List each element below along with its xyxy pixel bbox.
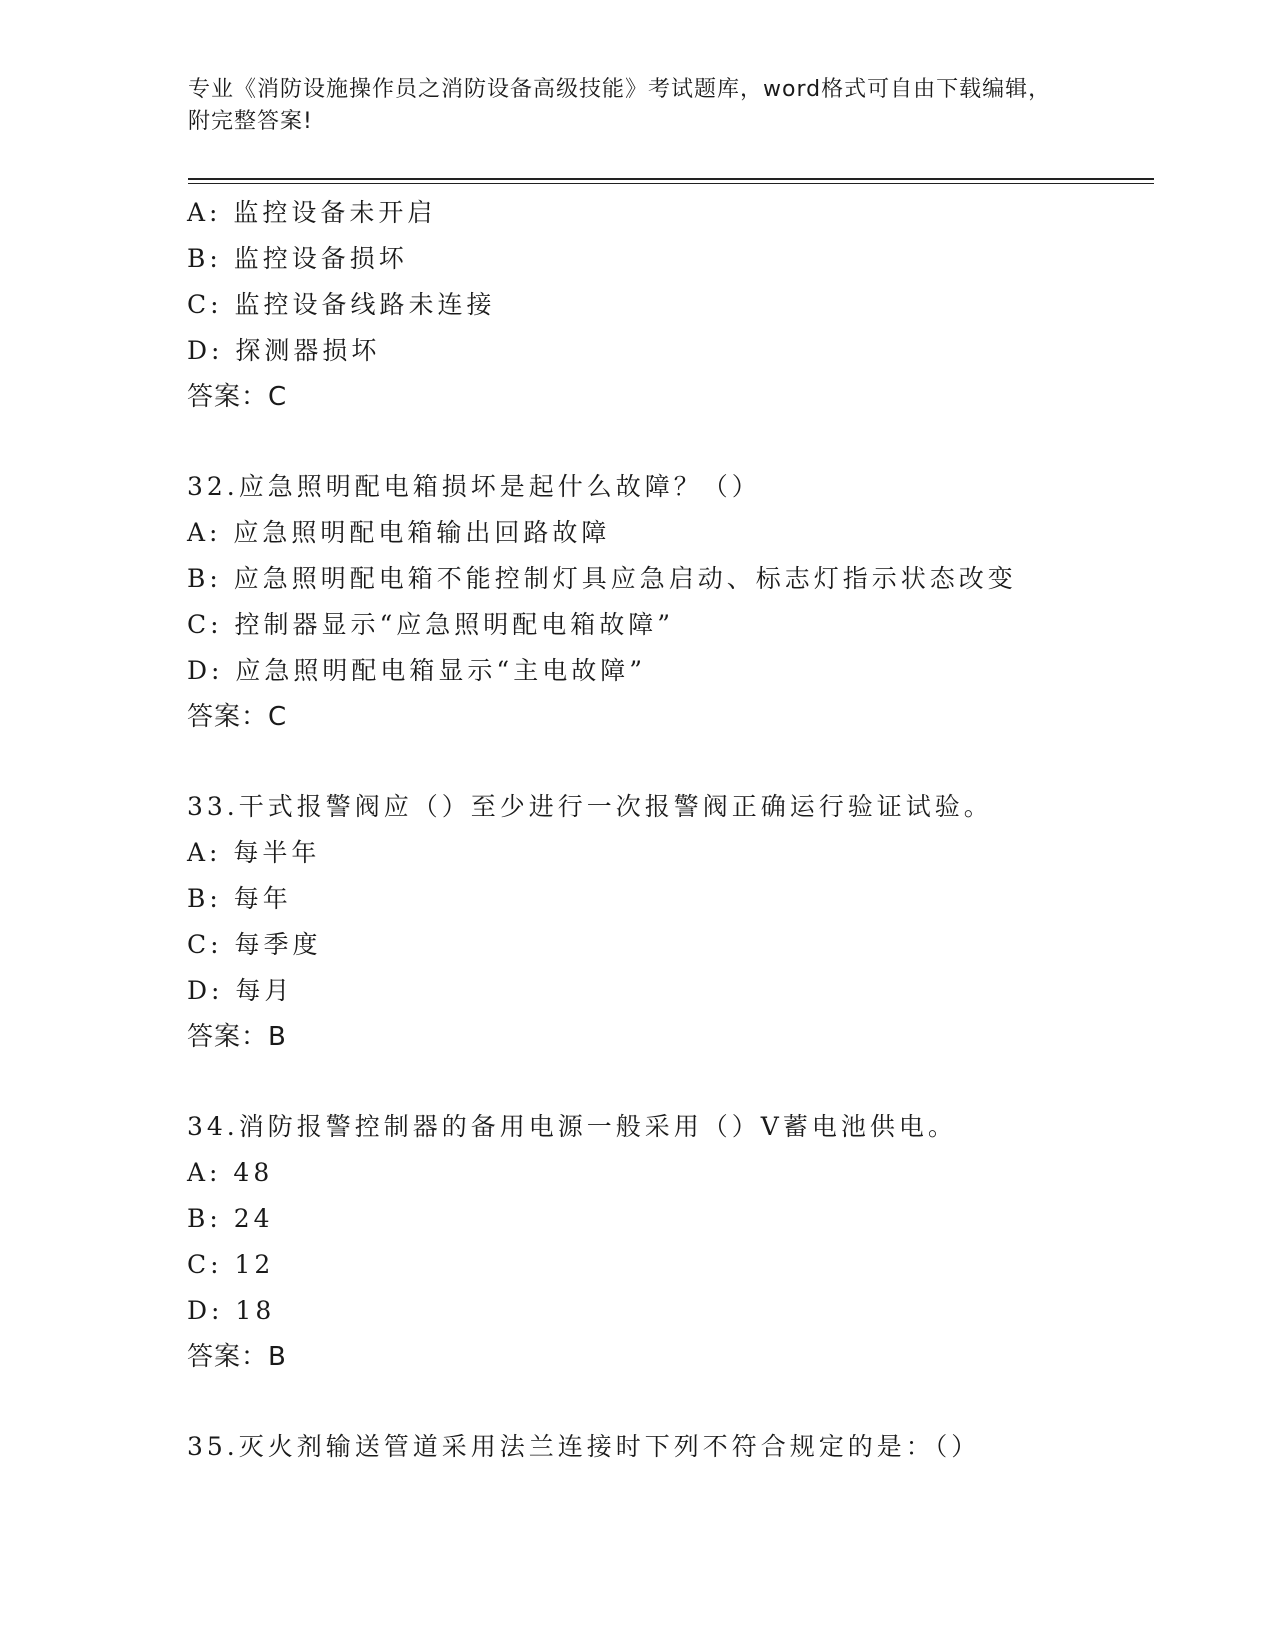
question-block	[187, 784, 1147, 1060]
question-list	[187, 190, 1147, 1470]
option-c: C: 每季度	[187, 930, 322, 959]
question-stem: 32.应急照明配电箱损坏是起什么故障？（）	[187, 472, 761, 501]
option-a: A: 48	[187, 1158, 274, 1187]
question-block	[187, 190, 1147, 420]
option-a: A: 监控设备未开启	[187, 198, 437, 227]
option-c: C: 12	[187, 1250, 275, 1279]
document-header: 专业《消防设施操作员之消防设备高级技能》考试题库，word格式可自由下载编辑，附完整答案!	[188, 77, 1052, 134]
question-stem: 34.消防报警控制器的备用电源一般采用（）V蓄电池供电。	[187, 1112, 957, 1141]
option-b: B: 每年	[187, 884, 292, 913]
option-d: D: 每月	[187, 976, 294, 1005]
option-d: D: 18	[187, 1296, 276, 1325]
question-stem: 33.干式报警阀应（）至少进行一次报警阀正确运行验证试验。	[187, 792, 993, 821]
question-stem: 35.灭火剂输送管道采用法兰连接时下列不符合规定的是：（）	[187, 1432, 981, 1461]
question-block	[187, 1104, 1147, 1380]
question-block	[187, 464, 1147, 740]
option-c: C: 监控设备线路未连接	[187, 290, 496, 319]
answer: 答案：B	[187, 1022, 287, 1052]
option-c: C: 控制器显示“应急照明配电箱故障”	[187, 610, 675, 639]
option-a: A: 应急照明配电箱输出回路故障	[187, 518, 611, 547]
answer: 答案：B	[187, 1342, 287, 1372]
option-a: A: 每半年	[187, 838, 321, 867]
answer: 答案：C	[187, 702, 288, 732]
header-divider-thin	[188, 183, 1154, 184]
option-b: B: 监控设备损坏	[187, 244, 408, 273]
option-b: B: 24	[187, 1204, 274, 1233]
option-d: D: 探测器损坏	[187, 336, 381, 365]
answer: 答案：C	[187, 382, 288, 412]
question-block	[187, 1424, 1147, 1470]
header-divider-thick	[188, 178, 1154, 180]
option-d: D: 应急照明配电箱显示“主电故障”	[187, 656, 646, 685]
option-b: B: 应急照明配电箱不能控制灯具应急启动、标志灯指示状态改变	[187, 564, 1017, 593]
